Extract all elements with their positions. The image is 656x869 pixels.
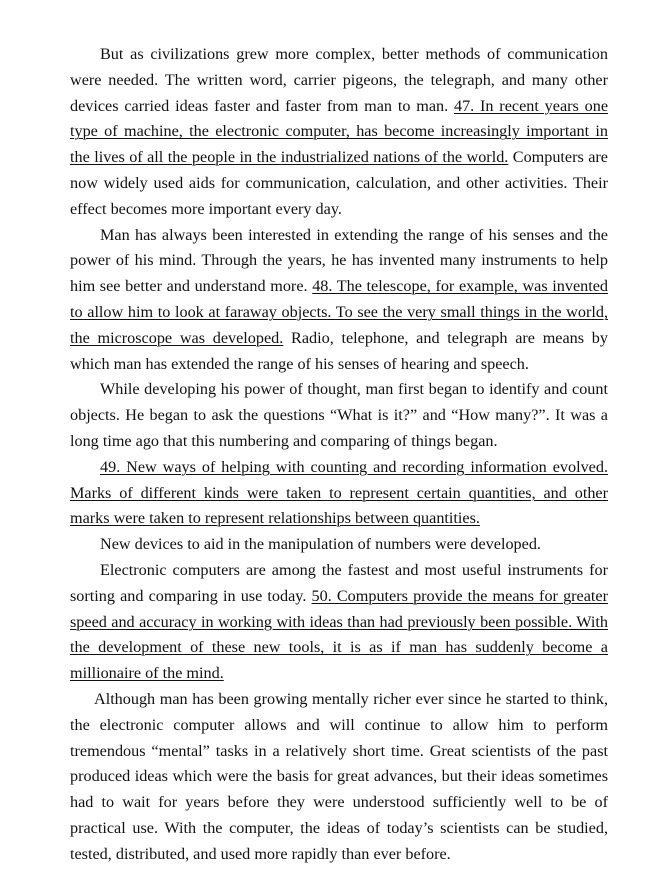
text-run: Radio, telephone, and telegraph are means by which man has extended the range of his senses of hearing and speech. bbox=[70, 328, 608, 373]
text-run: New devices to aid in the manipulation of numbers were developed. bbox=[100, 535, 541, 554]
text-run: While developing his power of thought, man first began to identify and count objects. He began to ask the questions “What is it?” and “How many?”. It was a long time ago that this numbering and comparing of things began. bbox=[70, 380, 608, 450]
text-run: Electronic computers are among the fastest and most useful instruments for sorting and comparing in use today. bbox=[70, 560, 608, 605]
text-run: Computers are now widely used aids for communication, calculation, and other activities. Their effect becomes more important every day. bbox=[70, 148, 608, 218]
text-run: Although man has been growing mentally richer ever since he started to think, the electronic computer allows and will continue to allow him to perform tremendous “mental” tasks in a relatively short time. Great scientists of the past produced ideas which were the basis for great advances, but their ideas sometimes had to wait for years before they were understood sufficiently well to be of practical use. With the computer, the ideas of today’s scientists can be studied, tested, distributed, and used more rapidly than ever before. bbox=[70, 689, 608, 863]
underlined-sentence-47: 47. In recent years one type of machine, the electronic computer, has become increasingly important in the lives of all the people in the industrialized nations of the world. bbox=[70, 96, 608, 167]
paragraph-4 bbox=[70, 455, 608, 532]
paragraph-1 bbox=[70, 42, 608, 223]
underlined-sentence-49: 49. New ways of helping with counting and recording information evolved. Marks of different kinds were taken to represent certain quantities, and other marks were taken to represent relationships between quantities. bbox=[70, 457, 608, 528]
paragraph-3 bbox=[70, 377, 608, 454]
underlined-sentence-48: 48. The telescope, for example, was invented to allow him to look at faraway objects. To see the very small things in the world, the microscope was developed. bbox=[70, 277, 609, 347]
paragraph-7 bbox=[70, 687, 608, 868]
paragraph-5 bbox=[70, 532, 608, 558]
paragraph-6 bbox=[70, 558, 608, 687]
underlined-sentence-50: 50. Computers provide the means for greater speed and accuracy in working with ideas than had previously been possible. With the development of these new tools, it is as if man has suddenly become a millionaire of the mind. bbox=[70, 586, 608, 683]
document-page bbox=[70, 42, 608, 868]
paragraph-2 bbox=[70, 223, 608, 378]
text-run: But as civilizations grew more complex, better methods of communication were needed. The written word, carrier pigeons, the telegraph, and many other devices carried ideas faster and faster from man to man. bbox=[70, 45, 608, 115]
text-run: Man has always been interested in extending the range of his senses and the power of his mind. Through the years, he has invented many instruments to help him see better and understand more. bbox=[70, 225, 608, 296]
